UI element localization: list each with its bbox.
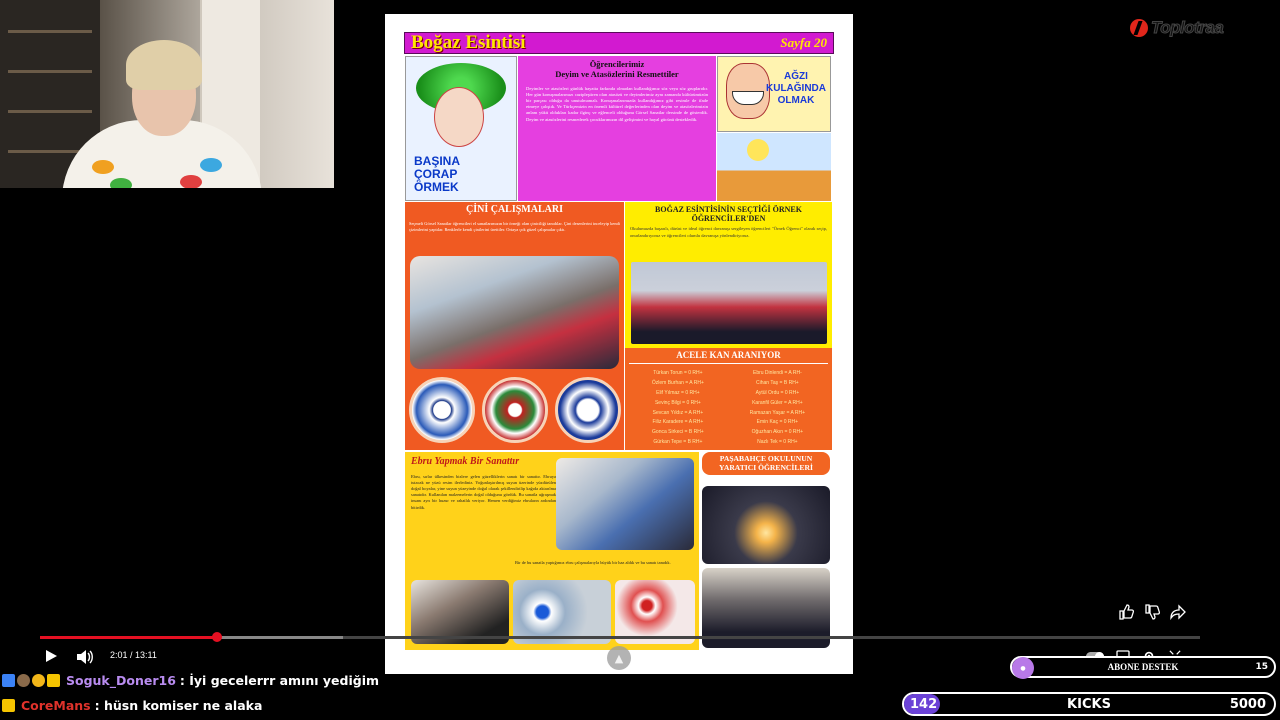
kicks-goal: 5000 [1229, 697, 1266, 712]
play-icon[interactable] [46, 650, 57, 662]
ebru-peacock-photo [513, 580, 611, 644]
verified-badge-icon [2, 674, 15, 687]
channel-logo [1130, 18, 1223, 38]
streamer-hair [126, 40, 202, 90]
deyim-article-title: Öğrencilerimiz Deyim ve Atasözlerini Resmettiler [555, 59, 679, 79]
ebru-title: Ebru Yapmak Bir Sanattır [411, 456, 520, 467]
ebru-section [405, 452, 699, 650]
drawing-landscape [717, 133, 831, 201]
donor-list-left: Türkan Torun = 0 RH+ Özlem Burhan = A RH+ Elif Yılmaz = 0 RH+ Sevinç Bilgi = 0 RH+ Sevcan Yıldız = A RH+ Filiz Karadere = A RH+ Gonca Sirkeci = B RH+ Gürkan Tepe = B RH+ [651, 370, 704, 445]
drawing-right-caption: AĞZI KULAĞINDA OLMAK [766, 71, 826, 106]
chat-username[interactable]: Soguk_Doner16 [66, 673, 176, 688]
scroll-up-icon[interactable]: ▲ [607, 646, 631, 670]
blood-donor-section [625, 348, 832, 450]
ebru-text-2: Bir de bu sanatla yaptığımız ebru çalışmalarıyla büyük bir haz aldık ve bu sanatı tanıdık. [515, 560, 671, 565]
drawing-basina-corap-ormek [405, 56, 517, 201]
time-display: 2:01 / 13:11 [110, 650, 157, 660]
chat-message [2, 698, 262, 713]
chat-text: : İyi gecelerrr amını yediğim [179, 673, 380, 688]
reaction-buttons [1118, 604, 1186, 620]
donor-list-right: Ebru Dinlendi = A RH- Cihan Taş = B RH+ Aytül Ordu = 0 RH+ Karanfil Güler = A RH+ Ramazan Yaşar = A RH+ Emin Kaç = 0 RH+ Oğuzhan Akın = 0 RH+ Nazlı Tek = 0 RH+ [749, 370, 806, 445]
pasabahce-section [700, 452, 832, 648]
classroom-photo [410, 256, 619, 369]
students-group-photo [631, 262, 827, 344]
progress-dot-icon: ● [1012, 657, 1034, 679]
subscriber-support-label: ABONE DESTEK [1107, 662, 1179, 672]
magazine-page [385, 14, 853, 674]
ornek-ogrenci-section [625, 202, 832, 348]
ebru-flower-photo [615, 580, 695, 644]
chat-message [2, 673, 379, 688]
logo-mark-icon [1130, 19, 1148, 37]
progress-played [40, 636, 217, 639]
tile-plate-red [482, 377, 548, 443]
ebru-students-photo [411, 580, 509, 644]
crown-badge-icon [47, 674, 60, 687]
share-icon[interactable] [1170, 604, 1186, 620]
drawing-agzi-kulaginda [717, 56, 831, 132]
blood-donor-title: ACELE KAN ARANIYOR [629, 350, 828, 364]
streamer-webcam [0, 0, 334, 188]
tile-plate-clock [555, 377, 621, 443]
thumbs-down-icon[interactable] [1144, 604, 1160, 620]
tile-plate-blue [409, 377, 475, 443]
progress-scrubber[interactable] [212, 632, 222, 642]
cini-text: Seçmeli Görsel Sanatlar öğrencileri el sanatlarımızın bir örneği olan çiniciliği tanıdılar. Çini desenlerini inceleyip kendi çizimlerini yaptılar. Renklerle kendi çinilerini ürettiler. Ortaya çok güzel çalışmalar çıktı. [409, 220, 620, 232]
pasabahce-photo-1 [702, 486, 830, 564]
chat-text: : hüsn komiser ne alaka [94, 698, 263, 713]
chat-username[interactable]: CoreMans [21, 698, 91, 713]
deyim-article-text: Deyimler ve atasözleri günlük hayatta farkında olmadan kullandığımız söz veya söz gruplarıdır. Her gün konuşmalarımızı cazipleştiren olan atasözü ve deyimlerimiz aynı zamanda kültürümüzün bir parçası olduğu da unutulmamalı. Konuşmalarımızda kullandığımız gibi resimle de ifade etmeye çalıştık. Ve Türkçemizin en önemli kültürel değerlerinden olan deyim ve atasözlerimizin anlam yükü oldukları kadar ilginç ve eğlenceli olduğunu Görsel Sanatlar dersinde de gösterdik. Deyim ve atasözlerini resmederek çocuklarımızın dil gelişimini ve hayal gücünü destekledik. [526, 85, 708, 122]
avatar-badge-icon [17, 674, 30, 687]
magazine-title: Boğaz Esintisi [411, 32, 526, 53]
ebru-text: Ebru, sırlar ülkesinden bizlere gelen güzelliklerin sanatı bir sanattır. Ebruya tutacak ne yüzü resim ilerlediniz. Yoğunlaştırılmış suyun üzerinde yüzdürülen doğal boyalar, yine suyun yüzeyinde doğal olarak şekillendirilip kağıda aktarılma sanatıdır. Kullanılan malzemelerin doğal olduğunu gördük. Bu sanatla uğraşmak insanı ayrı bir huzur ve rahatlık veriyor. Hemen verdiğimiz ebruların ardından bitirdik. [411, 473, 556, 510]
ornek-ogrenci-text: Okulumuzda başarılı, dürüst ve ideal öğrenci davranışı sergileyen öğrencileri "Örnek Öğrenci" olarak seçip, onurlandırıyoruz ve öğrencileri olumlu davranışa yönlendiriyoruz. [630, 226, 827, 238]
kicks-goal-bar [902, 692, 1276, 716]
volume-icon[interactable] [76, 649, 94, 665]
magazine-header [404, 32, 834, 54]
pasabahce-title: PAŞABAHÇE OKULUNUN YARATICI ÖĞRENCİLERİ [719, 454, 813, 472]
cini-title: ÇİNİ ÇALIŞMALARI [466, 204, 563, 215]
subscriber-support-bar [1010, 656, 1276, 678]
deyim-article [518, 56, 716, 201]
page-number: Sayfa 20 [780, 35, 827, 50]
drawing-left-caption: BAŞINA ÇORAP ÖRMEK [414, 154, 461, 194]
ornek-ogrenci-title: BOĞAZ ESİNTİSİNİN SEÇTİĞİ ÖRNEK ÖĞRENCİLER'DEN [655, 205, 802, 224]
cini-section [405, 202, 624, 450]
crown-badge-icon [2, 699, 15, 712]
thumbs-up-icon[interactable] [1118, 604, 1134, 620]
coin-badge-icon [32, 674, 45, 687]
subscriber-support-count: 15 [1255, 662, 1268, 672]
ebru-class-photo [556, 458, 694, 550]
kicks-label: KICKS [1067, 697, 1111, 712]
kicks-current: 142 [910, 697, 938, 712]
logo-text: Toplotraa [1151, 18, 1224, 37]
